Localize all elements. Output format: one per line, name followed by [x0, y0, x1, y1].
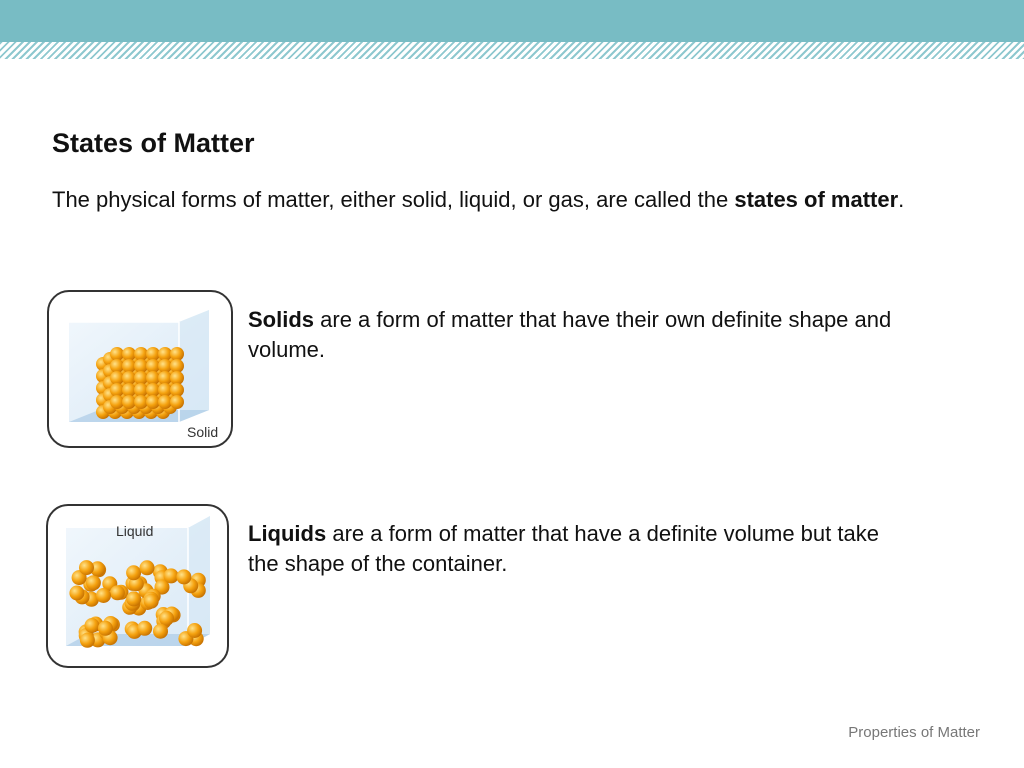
particle-icon: [144, 594, 159, 609]
particle-icon: [158, 359, 172, 373]
footer-text: Properties of Matter: [848, 724, 980, 741]
solid-image-card: [47, 290, 233, 448]
liquid-description: [248, 519, 898, 579]
particle-icon: [122, 347, 136, 361]
particle-icon: [134, 371, 148, 385]
particle-icon: [85, 618, 100, 633]
liquid-description-text: are a form of matter that have a definite volume but take the shape of the container.: [248, 521, 879, 576]
particle-icon: [122, 371, 136, 385]
particle-icon: [134, 359, 148, 373]
particle-icon: [158, 383, 172, 397]
liquid-container-icon: [48, 506, 227, 666]
particle-icon: [153, 624, 168, 639]
particle-icon: [176, 569, 191, 584]
solid-container-icon: [49, 292, 231, 446]
particle-icon: [122, 395, 136, 409]
particle-icon: [96, 588, 111, 603]
particle-icon: [110, 383, 124, 397]
header-band: [0, 0, 1024, 42]
liquid-image-card: [46, 504, 229, 668]
particle-icon: [187, 623, 202, 638]
particle-icon: [170, 359, 184, 373]
slide-title: States of Matter: [52, 128, 255, 158]
particle-icon: [110, 371, 124, 385]
liquid-term: Liquids: [248, 521, 327, 546]
particle-icon: [146, 395, 160, 409]
particle-icon: [79, 560, 94, 575]
particle-icon: [164, 568, 179, 583]
particle-icon: [158, 371, 172, 385]
particle-icon: [170, 371, 184, 385]
particle-icon: [122, 359, 136, 373]
solid-description-text: are a form of matter that have their own definite shape and volume.: [248, 307, 892, 362]
particle-icon: [134, 347, 148, 361]
particle-icon: [170, 383, 184, 397]
particle-icon: [110, 585, 125, 600]
solid-description: [248, 305, 898, 365]
solid-image-label: Solid: [187, 424, 219, 440]
particle-icon: [146, 359, 160, 373]
particle-icon: [86, 575, 101, 590]
particle-icon: [110, 347, 124, 361]
header-hatch-stripe: [0, 42, 1024, 59]
particle-icon: [134, 383, 148, 397]
particle-icon: [170, 347, 184, 361]
particle-icon: [170, 395, 184, 409]
particle-icon: [146, 383, 160, 397]
intro-paragraph: [52, 184, 982, 216]
particle-icon: [159, 611, 174, 626]
particle-icon: [98, 621, 113, 636]
particle-icon: [126, 565, 141, 580]
particle-icon: [140, 560, 155, 575]
particle-icon: [158, 395, 172, 409]
particle-icon: [122, 383, 136, 397]
intro-bold-term: states of matter: [734, 187, 899, 212]
particle-icon: [137, 621, 152, 636]
particle-icon: [126, 591, 141, 606]
particle-icon: [110, 395, 124, 409]
particle-icon: [158, 347, 172, 361]
particle-icon: [134, 395, 148, 409]
particle-icon: [80, 633, 95, 648]
particle-icon: [69, 586, 84, 601]
intro-end: .: [898, 187, 905, 212]
particle-icon: [146, 371, 160, 385]
particle-icon: [146, 347, 160, 361]
particle-icon: [110, 359, 124, 373]
intro-text: The physical forms of matter, either solid, liquid, or gas, are called the: [52, 187, 735, 212]
liquid-image-label: Liquid: [116, 523, 154, 539]
solid-term: Solids: [248, 307, 315, 332]
